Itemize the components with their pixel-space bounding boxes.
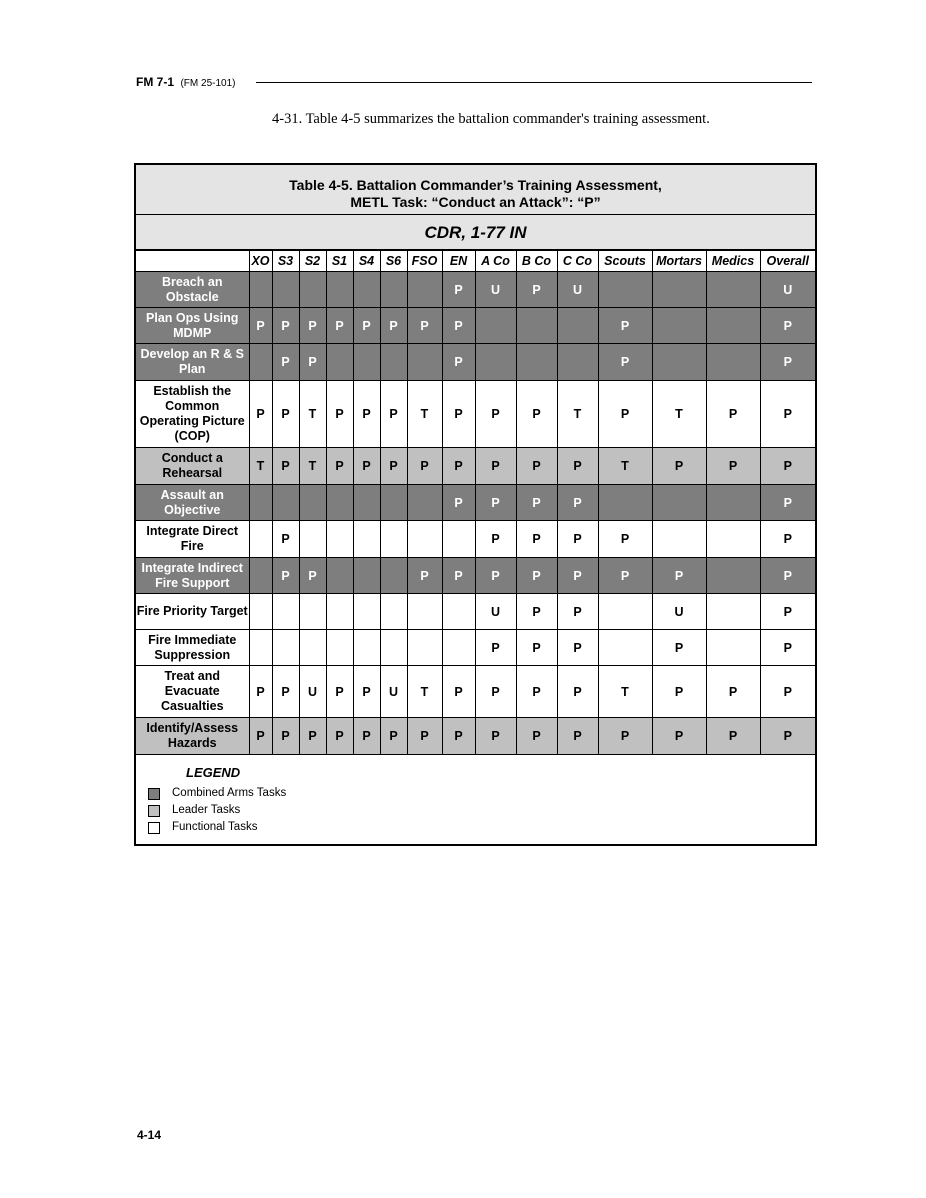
assessment-cell: P (760, 308, 815, 344)
assessment-cell: P (380, 381, 407, 448)
assessment-cell (299, 272, 326, 308)
assessment-cell (706, 272, 760, 308)
assessment-cell (516, 308, 557, 344)
assessment-cell (706, 308, 760, 344)
assessment-cell: P (516, 272, 557, 308)
assessment-cell: P (760, 448, 815, 485)
column-header: XO (249, 251, 272, 272)
assessment-cell: P (652, 558, 706, 594)
commander-label: CDR, 1-77 IN (136, 215, 815, 250)
assessment-cell: P (557, 666, 598, 718)
assessment-cell: P (557, 630, 598, 666)
assessment-cell: P (272, 308, 299, 344)
assessment-cell: P (652, 448, 706, 485)
task-name: Conduct a Rehearsal (136, 448, 249, 485)
assessment-table (134, 163, 817, 846)
assessment-cell: P (557, 485, 598, 521)
assessment-cell: P (442, 308, 475, 344)
assessment-cell: P (407, 308, 442, 344)
assessment-cell (706, 594, 760, 630)
task-name: Integrate Direct Fire (136, 521, 249, 558)
assessment-cell: P (407, 718, 442, 755)
assessment-cell (249, 594, 272, 630)
doc-sub-id: (FM 25-101) (180, 78, 236, 89)
assessment-cell (652, 485, 706, 521)
assessment-cell: P (353, 308, 380, 344)
assessment-cell: P (380, 448, 407, 485)
assessment-cell: U (475, 594, 516, 630)
assessment-cell: P (326, 448, 353, 485)
assessment-cell: P (272, 521, 299, 558)
legend-label: Functional Tasks (172, 821, 258, 833)
assessment-cell (652, 344, 706, 381)
task-name: Establish the Common Operating Picture (COP) (136, 381, 249, 448)
intro-paragraph: 4-31. Table 4-5 summarizes the battalion commander's training assessment. (272, 111, 710, 127)
assessment-cell: P (442, 485, 475, 521)
legend-title: LEGEND (186, 765, 241, 780)
assessment-cell (706, 344, 760, 381)
assessment-cell (407, 344, 442, 381)
assessment-cell (326, 485, 353, 521)
page-header (136, 73, 812, 91)
assessment-cell (299, 485, 326, 521)
task-row (136, 272, 815, 308)
assessment-cell: P (760, 718, 815, 755)
legend (148, 765, 286, 836)
assessment-cell (249, 521, 272, 558)
assessment-cell: U (299, 666, 326, 718)
assessment-cell (380, 344, 407, 381)
assessment-cell: P (299, 718, 326, 755)
assessment-cell (380, 485, 407, 521)
assessment-cell: P (598, 308, 652, 344)
assessment-cell: P (442, 272, 475, 308)
assessment-cell (442, 630, 475, 666)
assessment-cell: P (249, 381, 272, 448)
column-header: S4 (353, 251, 380, 272)
assessment-cell: P (407, 558, 442, 594)
assessment-cell: P (475, 630, 516, 666)
assessment-cell: T (598, 666, 652, 718)
legend-swatch (148, 788, 160, 800)
assessment-cell: P (516, 381, 557, 448)
assessment-cell: P (442, 344, 475, 381)
assessment-cell: P (760, 485, 815, 521)
assessment-cell (272, 485, 299, 521)
assessment-cell (326, 272, 353, 308)
assessment-cell (516, 344, 557, 381)
legend-item (148, 785, 286, 802)
task-name: Fire Immediate Suppression (136, 630, 249, 666)
assessment-cell: T (598, 448, 652, 485)
assessment-cell: P (516, 594, 557, 630)
assessment-cell: P (249, 718, 272, 755)
column-header: S6 (380, 251, 407, 272)
table-title-line-2: METL Task: “Conduct an Attack”: “P” (350, 194, 601, 210)
assessment-cell (407, 272, 442, 308)
header-rule (256, 82, 812, 83)
assessment-cell: P (299, 344, 326, 381)
assessment-cell (272, 272, 299, 308)
assessment-cell: P (299, 558, 326, 594)
table-title (136, 165, 815, 215)
assessment-cell (380, 630, 407, 666)
assessment-cell: T (299, 448, 326, 485)
assessment-cell: P (652, 718, 706, 755)
assessment-cell: P (326, 666, 353, 718)
assessment-cell: P (272, 718, 299, 755)
assessment-cell: P (353, 448, 380, 485)
task-row (136, 381, 815, 448)
assessment-cell (407, 594, 442, 630)
assessment-cell (652, 308, 706, 344)
assessment-cell: P (557, 594, 598, 630)
legend-swatch (148, 805, 160, 817)
legend-label: Combined Arms Tasks (172, 787, 287, 799)
assessment-cell: P (475, 521, 516, 558)
doc-id: FM 7-1 (136, 75, 175, 89)
task-column-header (136, 251, 249, 272)
task-name: Integrate Indirect Fire Support (136, 558, 249, 594)
assessment-cell: P (557, 718, 598, 755)
assessment-cell (353, 272, 380, 308)
assessment-cell (475, 308, 516, 344)
assessment-cell: U (557, 272, 598, 308)
assessment-cell (353, 344, 380, 381)
column-header: S3 (272, 251, 299, 272)
assessment-cell: P (557, 448, 598, 485)
task-row (136, 344, 815, 381)
assessment-cell: P (380, 308, 407, 344)
assessment-cell: P (652, 666, 706, 718)
assessment-cell (706, 521, 760, 558)
assessment-cell: P (326, 381, 353, 448)
column-header-row (136, 251, 815, 272)
assessment-cell: P (326, 718, 353, 755)
assessment-cell (249, 485, 272, 521)
column-header: Scouts (598, 251, 652, 272)
task-row (136, 485, 815, 521)
legend-item (148, 819, 286, 836)
assessment-cell: U (475, 272, 516, 308)
assessment-cell (353, 594, 380, 630)
assessment-cell: P (516, 718, 557, 755)
assessment-cell: P (353, 718, 380, 755)
assessment-cell: P (516, 666, 557, 718)
assessment-cell: T (652, 381, 706, 448)
task-row (136, 448, 815, 485)
assessment-cell: P (516, 558, 557, 594)
assessment-cell (706, 630, 760, 666)
assessment-cell: P (706, 666, 760, 718)
task-name: Breach an Obstacle (136, 272, 249, 308)
assessment-cell: P (760, 666, 815, 718)
task-name: Plan Ops Using MDMP (136, 308, 249, 344)
legend-item (148, 802, 286, 819)
assessment-cell (557, 344, 598, 381)
assessment-cell (598, 594, 652, 630)
assessment-cell: P (598, 718, 652, 755)
assessment-cell (326, 558, 353, 594)
assessment-cell (272, 594, 299, 630)
column-header: S2 (299, 251, 326, 272)
assessment-cell: P (598, 344, 652, 381)
assessment-cell: P (598, 558, 652, 594)
assessment-cell: P (760, 630, 815, 666)
legend-label: Leader Tasks (172, 804, 241, 816)
assessment-cell: P (249, 666, 272, 718)
assessment-cell (652, 272, 706, 308)
assessment-cell (326, 521, 353, 558)
assessment-cell: P (475, 718, 516, 755)
assessment-cell (326, 630, 353, 666)
assessment-cell (353, 485, 380, 521)
task-row (136, 521, 815, 558)
assessment-cell: P (516, 521, 557, 558)
assessment-cell (299, 594, 326, 630)
assessment-cell: P (760, 594, 815, 630)
assessment-cell: P (326, 308, 353, 344)
assessment-cell (326, 344, 353, 381)
assessment-cell (353, 558, 380, 594)
column-header: A Co (475, 251, 516, 272)
assessment-cell: P (272, 666, 299, 718)
assessment-cell: P (249, 308, 272, 344)
assessment-cell: P (706, 381, 760, 448)
assessment-cell: P (442, 666, 475, 718)
assessment-cell (598, 485, 652, 521)
assessment-cell (326, 594, 353, 630)
task-name: Fire Priority Target (136, 594, 249, 630)
assessment-cell: P (407, 448, 442, 485)
assessment-cell: P (475, 666, 516, 718)
table-title-line-1: Table 4-5. Battalion Commander’s Training Assessment, (289, 177, 662, 193)
assessment-cell: U (760, 272, 815, 308)
task-row (136, 666, 815, 718)
assessment-cell: P (557, 521, 598, 558)
assessment-cell (249, 344, 272, 381)
assessment-cell: U (380, 666, 407, 718)
assessment-cell: P (272, 344, 299, 381)
column-header: C Co (557, 251, 598, 272)
column-header: Overall (760, 251, 815, 272)
task-name: Develop an R & S Plan (136, 344, 249, 381)
assessment-cell (299, 630, 326, 666)
assessment-cell: P (706, 448, 760, 485)
task-row (136, 718, 815, 755)
assessment-cell: P (475, 448, 516, 485)
assessment-cell (407, 485, 442, 521)
assessment-cell (652, 521, 706, 558)
assessment-cell (299, 521, 326, 558)
assessment-cell (706, 558, 760, 594)
assessment-cell (557, 308, 598, 344)
assessment-cell (353, 521, 380, 558)
assessment-cell: P (272, 448, 299, 485)
column-header: S1 (326, 251, 353, 272)
column-header: Mortars (652, 251, 706, 272)
assessment-cell: P (760, 381, 815, 448)
task-row (136, 630, 815, 666)
assessment-cell (442, 521, 475, 558)
assessment-cell: P (760, 558, 815, 594)
assessment-cell: P (475, 381, 516, 448)
assessment-cell: U (652, 594, 706, 630)
assessment-cell (380, 594, 407, 630)
assessment-cell (353, 630, 380, 666)
assessment-cell: P (760, 521, 815, 558)
assessment-grid (136, 250, 815, 755)
assessment-cell (475, 344, 516, 381)
assessment-cell (380, 558, 407, 594)
column-header: B Co (516, 251, 557, 272)
task-row (136, 558, 815, 594)
assessment-cell: P (652, 630, 706, 666)
assessment-cell (249, 272, 272, 308)
assessment-cell: P (442, 718, 475, 755)
assessment-cell: P (442, 448, 475, 485)
assessment-cell: P (516, 630, 557, 666)
assessment-cell (407, 630, 442, 666)
assessment-cell (442, 594, 475, 630)
column-header: EN (442, 251, 475, 272)
assessment-cell (380, 521, 407, 558)
assessment-cell: P (598, 381, 652, 448)
assessment-cell (249, 630, 272, 666)
assessment-cell (706, 485, 760, 521)
assessment-cell: P (442, 381, 475, 448)
assessment-cell (407, 521, 442, 558)
task-name: Treat and Evacuate Casualties (136, 666, 249, 718)
assessment-cell: T (299, 381, 326, 448)
assessment-cell (249, 558, 272, 594)
assessment-cell: P (598, 521, 652, 558)
assessment-cell: T (249, 448, 272, 485)
assessment-cell: P (272, 381, 299, 448)
page-number: 4-14 (137, 1128, 162, 1142)
assessment-cell (380, 272, 407, 308)
assessment-cell: P (706, 718, 760, 755)
task-name: Identify/Assess Hazards (136, 718, 249, 755)
assessment-cell: P (475, 485, 516, 521)
assessment-cell: P (380, 718, 407, 755)
assessment-cell: P (442, 558, 475, 594)
column-header: FSO (407, 251, 442, 272)
assessment-cell: P (299, 308, 326, 344)
assessment-cell (598, 272, 652, 308)
assessment-cell: P (516, 448, 557, 485)
assessment-cell: T (407, 381, 442, 448)
task-name: Assault an Objective (136, 485, 249, 521)
assessment-cell: T (407, 666, 442, 718)
column-header: Medics (706, 251, 760, 272)
assessment-cell (598, 630, 652, 666)
assessment-cell: P (760, 344, 815, 381)
assessment-cell: P (353, 381, 380, 448)
assessment-cell: P (475, 558, 516, 594)
assessment-cell: P (516, 485, 557, 521)
assessment-cell: P (272, 558, 299, 594)
assessment-cell: P (557, 558, 598, 594)
assessment-cell: P (353, 666, 380, 718)
assessment-cell (272, 630, 299, 666)
legend-swatch (148, 822, 160, 834)
task-row (136, 308, 815, 344)
task-row (136, 594, 815, 630)
assessment-cell: T (557, 381, 598, 448)
